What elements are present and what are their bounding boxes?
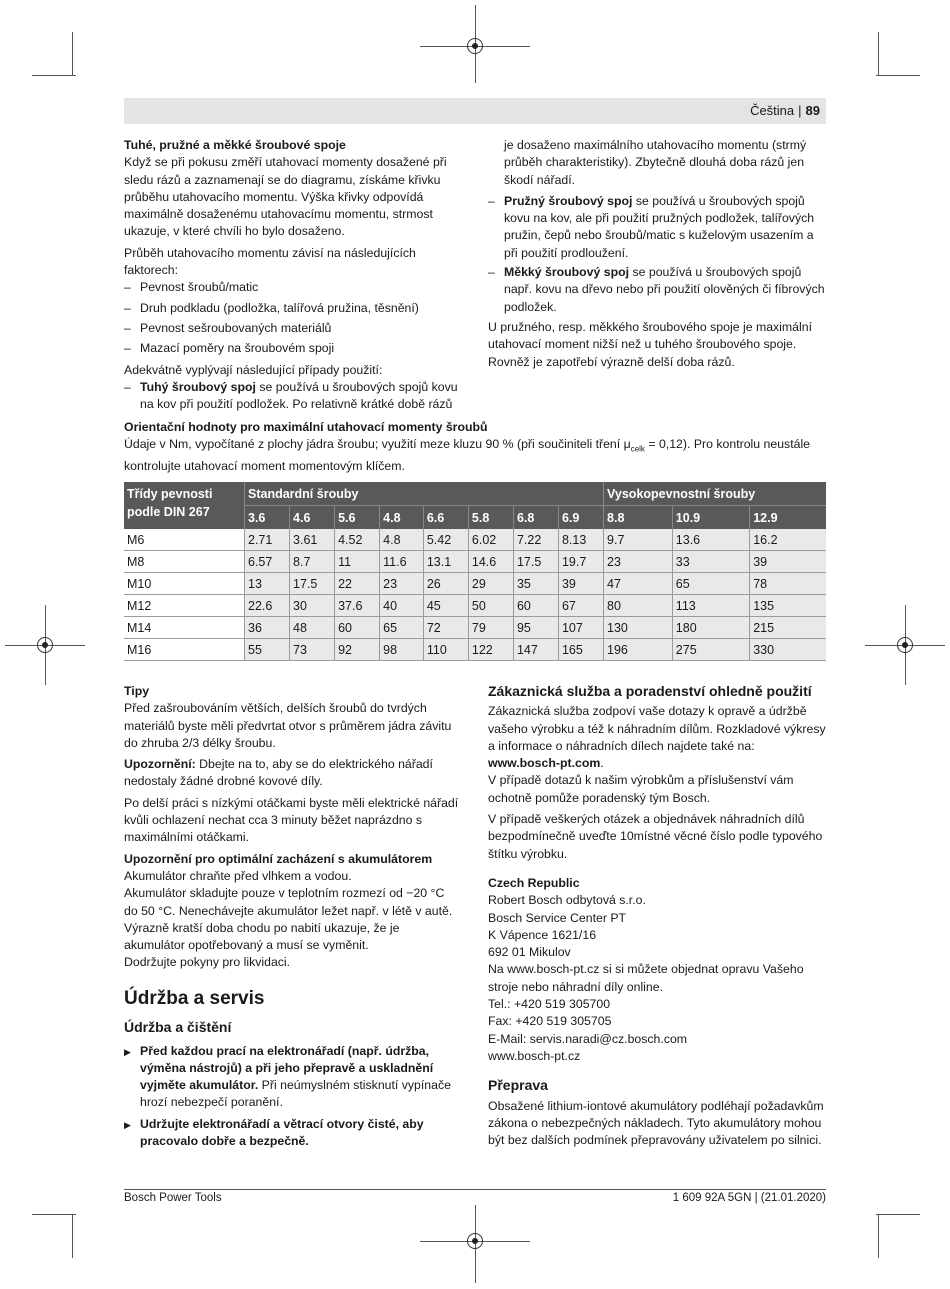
- factor-list: [124, 279, 460, 357]
- crop-mark: [878, 32, 879, 76]
- value-cell: 13.6: [672, 529, 749, 551]
- registration-mark-bottom: [472, 1238, 478, 1244]
- value-cell: 6.57: [245, 551, 290, 573]
- value-cell: 60: [513, 595, 558, 617]
- class-header: 6.8: [513, 506, 558, 530]
- value-cell: 110: [423, 639, 468, 661]
- table-row: [124, 551, 826, 573]
- value-cell: 165: [558, 639, 603, 661]
- value-cell: 39: [750, 551, 826, 573]
- value-cell: 36: [245, 617, 290, 639]
- torque-heading: Orientační hodnoty pro maximální utahovací momenty šroubů: [124, 420, 488, 434]
- list-item: – Pevnost šroubů/matic: [124, 279, 460, 296]
- term-desc: se používá u šroubových spojů kovu na kov, ale při použití pružných podložek, talířových pružin, čepů nebo šroubů/matic s kuželovým usazením a při použití prodloužení.: [504, 193, 815, 260]
- crop-mark: [32, 1214, 76, 1215]
- email[interactable]: E-Mail: servis.naradi@cz.bosch.com: [488, 1031, 688, 1046]
- value-cell: 16.2: [750, 529, 826, 551]
- value-cell: 17.5: [513, 551, 558, 573]
- value-cell: 73: [290, 639, 335, 661]
- page-header: [124, 98, 826, 124]
- country-heading: Czech Republic: [488, 875, 580, 890]
- battery-heading: Upozornění pro optimální zacházení s akumulátorem: [124, 851, 433, 866]
- value-cell: 2.71: [245, 529, 290, 551]
- value-cell: 180: [672, 617, 749, 639]
- value-cell: 130: [604, 617, 673, 639]
- case-list: [124, 379, 460, 414]
- table-row: [124, 595, 826, 617]
- list-item: [488, 264, 826, 316]
- registration-mark-right: [902, 642, 908, 648]
- address-line: Robert Bosch odbytová s.r.o.: [488, 893, 646, 908]
- value-cell: 65: [672, 573, 749, 595]
- paragraph: Po delší práci s nízkými otáčkami byste měli elektrické nářadí kvůli ochlazení nechat cca 3 minuty běžet naprázdno s maximálními otáčkami.: [124, 795, 459, 845]
- phone: Tel.: +420 519 305700: [488, 997, 611, 1012]
- battery-line: Výrazně kratší doba chodu po nabití ukazuje, že je akumulátor opotřebovaný a musí se vyměnit.: [124, 920, 400, 953]
- case-list: [488, 193, 826, 316]
- value-cell: 92: [335, 639, 380, 661]
- table-row: [124, 617, 826, 639]
- value-cell: 22.6: [245, 595, 290, 617]
- class-header: 10.9: [672, 506, 749, 530]
- service-url-suffix: .: [600, 756, 604, 771]
- group-high-header: Vysokopevnostní šrouby: [604, 482, 826, 506]
- footer-right: 1 609 92A 5GN | (21.01.2020): [672, 1192, 826, 1204]
- list-item: – Pevnost sešroubovaných materiálů: [124, 320, 460, 337]
- address-line: Bosch Service Center PT: [488, 910, 627, 925]
- value-cell: 78: [750, 573, 826, 595]
- value-cell: 60: [335, 617, 380, 639]
- header-language: Čeština: [750, 103, 795, 118]
- value-cell: 6.02: [468, 529, 513, 551]
- instruction-bold: Před každou prací na elektronářadí (např. údržba, výměna nástrojů) a při jeho přepravě a uskladnění vyjměte akumulátor.: [140, 1043, 434, 1093]
- size-cell: M12: [124, 595, 245, 617]
- table-header-row: [124, 482, 826, 506]
- left-column-bottom: [124, 683, 460, 972]
- value-cell: 72: [423, 617, 468, 639]
- value-cell: 98: [380, 639, 424, 661]
- class-header: 5.6: [335, 506, 380, 530]
- term-desc: se používá u šroubových spojů např. kovu na dřevo nebo při použití olověných či fíbrových podložek.: [504, 265, 825, 314]
- value-cell: 65: [380, 617, 424, 639]
- crop-mark: [72, 1214, 73, 1258]
- torque-table: [124, 482, 826, 661]
- value-cell: 23: [604, 551, 673, 573]
- list-item: [488, 193, 826, 262]
- paragraph: U pružného, resp. měkkého šroubového spoje je maximální utahovací moment nižší než u tuhého šroubového spoje. Rovněž je zapotřebí výrazně delší doba rázů.: [488, 319, 812, 369]
- footer-left: Bosch Power Tools: [124, 1192, 222, 1204]
- maintenance-title: Údržba a servis: [124, 988, 265, 1009]
- term: Měkký šroubový spoj: [504, 265, 630, 280]
- term-desc: se používá u šroubových spojů kovu na kov při použití podložek. Po relativně krátké době rázů: [140, 379, 458, 412]
- value-cell: 113: [672, 595, 749, 617]
- value-cell: 23: [380, 573, 424, 595]
- value-cell: 50: [468, 595, 513, 617]
- class-header: 12.9: [750, 506, 826, 530]
- value-cell: 147: [513, 639, 558, 661]
- value-cell: 107: [558, 617, 603, 639]
- right-column-bottom: [488, 683, 826, 1153]
- class-header: 5.8: [468, 506, 513, 530]
- value-cell: 135: [750, 595, 826, 617]
- value-cell: 48: [290, 617, 335, 639]
- left-column-top: [124, 137, 460, 416]
- class-header: 3.6: [245, 506, 290, 530]
- desc-text: = 0,12). Pro kontrolu neustále kontrolujte utahovací moment momentovým klíčem.: [124, 437, 811, 474]
- value-cell: 11.6: [380, 551, 424, 573]
- size-cell: M8: [124, 551, 245, 573]
- paragraph: Průběh utahovacího momentu závisí na následujících faktorech:: [124, 245, 416, 278]
- value-cell: 330: [750, 639, 826, 661]
- maintenance-section: [124, 990, 460, 1153]
- address-line: 692 01 Mikulov: [488, 945, 571, 960]
- value-cell: 45: [423, 595, 468, 617]
- value-cell: 37.6: [335, 595, 380, 617]
- tips-heading: Tipy: [124, 684, 150, 698]
- class-header: 6.9: [558, 506, 603, 530]
- paragraph: [124, 756, 460, 791]
- value-cell: 47: [604, 573, 673, 595]
- group-standard-header: Standardní šrouby: [245, 482, 604, 506]
- service-heading: Zákaznická služba a poradenství ohledně použití: [488, 683, 812, 699]
- value-cell: 13.1: [423, 551, 468, 573]
- table-row: [124, 573, 826, 595]
- right-column-top: [488, 137, 826, 375]
- paragraph: V případě veškerých otázek a objednávek náhradních dílů bezpodmínečně uveďte 10místné věcné číslo podle typového štítku výrobku.: [488, 812, 823, 861]
- value-cell: 11: [335, 551, 380, 573]
- term: Tuhý šroubový spoj: [140, 379, 256, 394]
- service-text: Zákaznická služba zodpoví vaše dotazy k opravě a údržbě vašeho výrobku a též k náhradním dílům. Rozkladové výkresy a informace o náhradních dílech najdete také na:: [488, 704, 826, 753]
- class-header: 4.6: [290, 506, 335, 530]
- list-item: – Druh podkladu (podložka, talířová pružina, těsnění): [124, 300, 460, 317]
- desc-text: Údaje v Nm, vypočítané z plochy jádra šroubu; využití meze kluzu 90 % (při součiniteli tření μ: [124, 437, 631, 452]
- paragraph: Adekvátně vyplývají následující případy použití:: [124, 362, 383, 377]
- torque-section: [124, 419, 826, 479]
- value-cell: 67: [558, 595, 603, 617]
- value-cell: 9.7: [604, 529, 673, 551]
- paragraph: [488, 755, 826, 772]
- class-header: 4.8: [380, 506, 424, 530]
- footer-rule: [124, 1189, 826, 1190]
- paragraph: Když se při pokusu změří utahovací momenty dosažené při sledu rázů a zaznamenají se do diagramu, získáme křivku průběhu utahovacího momentu. Výška křivky odpovídá maximálně dosaženému utahovacímu momentu, strmost ukazuje, v které chvíli ho bylo dosaženo.: [124, 155, 447, 239]
- class-header: 8.8: [604, 506, 673, 530]
- header-text: [750, 103, 820, 118]
- desc-subscript: celk: [630, 444, 645, 454]
- header-separator: |: [798, 103, 802, 118]
- maintenance-list: [124, 1043, 460, 1151]
- class-header: 6.6: [423, 506, 468, 530]
- service-url[interactable]: www.bosch-pt.com: [488, 756, 601, 771]
- value-cell: 4.52: [335, 529, 380, 551]
- table-row: [124, 529, 826, 551]
- crop-mark: [72, 32, 73, 76]
- paragraph: Obsažené lithium-iontové akumulátory podléhají požadavkům zákona o nebezpečných nákladech. Tyto akumulátory mohou být bez dalších podmínek přepravovány uživatelem po silnici.: [488, 1098, 824, 1148]
- value-cell: 40: [380, 595, 424, 617]
- value-cell: 196: [604, 639, 673, 661]
- battery-line: Dodržujte pokyny pro likvidaci.: [124, 955, 291, 970]
- address-line: Na www.bosch-pt.cz si si můžete objednat opravu Vašeho stroje nebo náhradní díly online.: [488, 962, 804, 994]
- value-cell: 19.7: [558, 551, 603, 573]
- paragraph: je dosaženo maximálního utahovacího momentu (strmý průběh charakteristiky). Zbytečně dlouhá doba rázů jen škodí nářadí.: [504, 138, 807, 187]
- battery-line: Akumulátor skladujte pouze v teplotním rozmezí od −20 °C do 50 °C. Nenechávejte akumulátor ležet např. v létě v autě.: [124, 886, 453, 918]
- warning-label: Upozornění:: [124, 757, 196, 772]
- warning-text: Dbejte na to, aby se do elektrického nářadí nedostaly žádné drobné kovové díly.: [124, 757, 433, 789]
- value-cell: 95: [513, 617, 558, 639]
- size-cell: M6: [124, 529, 245, 551]
- value-cell: 8.7: [290, 551, 335, 573]
- size-cell: M16: [124, 639, 245, 661]
- value-cell: 30: [290, 595, 335, 617]
- instruction-bold: Udržujte elektronářadí a větrací otvory čisté, aby pracovalo dobře a bezpečně.: [140, 1116, 424, 1149]
- section-heading: Tuhé, pružné a měkké šroubové spoje: [124, 138, 346, 152]
- value-cell: 35: [513, 573, 558, 595]
- registration-mark-top: [472, 43, 478, 49]
- crop-mark: [876, 75, 920, 76]
- value-cell: 215: [750, 617, 826, 639]
- size-cell: M14: [124, 617, 245, 639]
- list-item: [124, 1116, 460, 1151]
- crop-mark: [32, 75, 76, 76]
- crop-mark: [876, 1214, 920, 1215]
- battery-line: Akumulátor chraňte před vlhkem a vodou.: [124, 868, 352, 883]
- value-cell: 33: [672, 551, 749, 573]
- value-cell: 275: [672, 639, 749, 661]
- corner-header: Třídy pevnosti podle DIN 267: [124, 482, 245, 529]
- registration-mark-left: [42, 642, 48, 648]
- term: Pružný šroubový spoj: [504, 193, 633, 208]
- value-cell: 55: [245, 639, 290, 661]
- paragraph: Před zašroubováním větších, delších šroubů do tvrdých materiálů byste měli předvrtat otvor s průměrem jádra závitu do zhruba 2/3 délky šroubu.: [124, 701, 452, 750]
- value-cell: 17.5: [290, 573, 335, 595]
- value-cell: 80: [604, 595, 673, 617]
- value-cell: 7.22: [513, 529, 558, 551]
- paragraph: V případě dotazů k našim výrobkům a příslušenství vám ochotně pomůže poradenský tým Bosch.: [488, 773, 794, 805]
- list-item: – Mazací poměry na šroubovém spoji: [124, 340, 460, 357]
- value-cell: 22: [335, 573, 380, 595]
- address-line: K Vápence 1621/16: [488, 927, 597, 942]
- value-cell: 39: [558, 573, 603, 595]
- crop-mark: [878, 1214, 879, 1258]
- list-item: [124, 1043, 460, 1112]
- transport-heading: Přeprava: [488, 1077, 548, 1094]
- maintenance-subtitle: Údržba a čištění: [124, 1019, 232, 1036]
- value-cell: 122: [468, 639, 513, 661]
- table-body: [124, 529, 826, 661]
- value-cell: 5.42: [423, 529, 468, 551]
- value-cell: 13: [245, 573, 290, 595]
- website[interactable]: www.bosch-pt.cz: [488, 1048, 581, 1063]
- value-cell: 4.8: [380, 529, 424, 551]
- value-cell: 8.13: [558, 529, 603, 551]
- table-row: [124, 639, 826, 661]
- instruction-text: Při neúmyslném stisknutí vypínače hrozí nebezpečí poranění.: [140, 1078, 451, 1110]
- value-cell: 3.61: [290, 529, 335, 551]
- paragraph: [488, 703, 826, 755]
- list-item: [124, 379, 460, 414]
- fax: Fax: +420 519 305705: [488, 1014, 612, 1029]
- value-cell: 14.6: [468, 551, 513, 573]
- value-cell: 29: [468, 573, 513, 595]
- size-cell: M10: [124, 573, 245, 595]
- torque-description: [124, 436, 826, 475]
- value-cell: 79: [468, 617, 513, 639]
- value-cell: 26: [423, 573, 468, 595]
- page-number: 89: [805, 103, 820, 118]
